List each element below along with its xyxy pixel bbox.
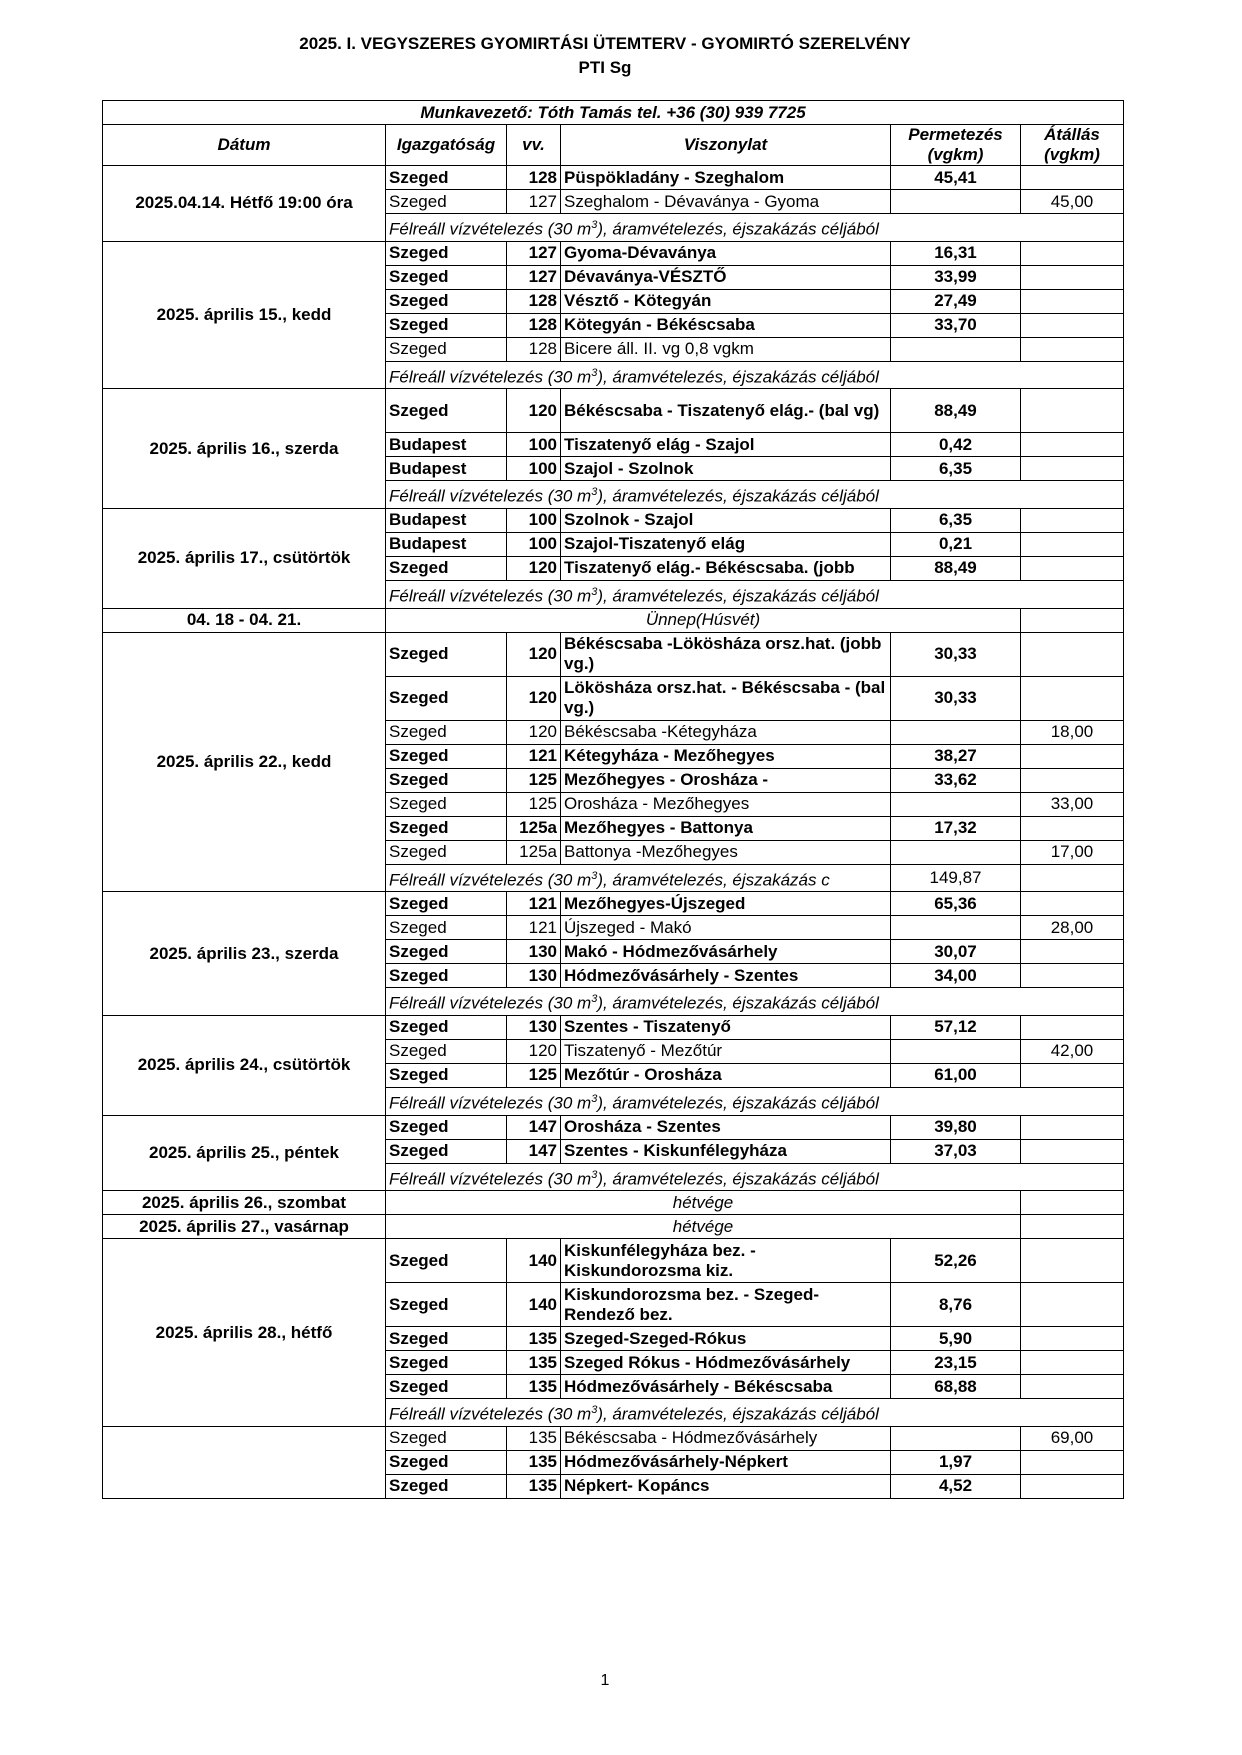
directorate-cell: Szeged [386,1450,507,1474]
transfer-cell [1021,508,1124,532]
route-cell: Battonya -Mezőhegyes [561,840,891,864]
directorate-cell: Szeged [386,337,507,361]
day-date: 2025. április 24., csütörtök [103,1015,386,1115]
holiday-label: Ünnep(Húsvét) [386,608,1021,632]
route-cell: Kétegyháza - Mezőhegyes [561,744,891,768]
spray-cell: 30,07 [891,940,1021,964]
route-cell: Békéscsaba -Kétegyháza [561,720,891,744]
line-number-cell: 127 [507,190,561,214]
spray-cell: 33,62 [891,768,1021,792]
transfer-cell: 17,00 [1021,840,1124,864]
transfer-cell [1021,556,1124,580]
empty-cell [1021,608,1124,632]
line-number-cell: 125 [507,792,561,816]
note-total: 149,87 [891,864,1021,892]
schedule-row [103,892,1124,916]
transfer-cell [1021,532,1124,556]
header-line: vv. [507,125,561,166]
route-cell: Vésztő - Kötegyán [561,289,891,313]
route-cell: Mezőhegyes - Battonya [561,816,891,840]
note-tail: ), áramvételezés, éjszakázás céljából [597,586,879,606]
note-tail: ), áramvételezés, éjszakázás céljából [597,1169,879,1189]
schedule-row [103,1426,1124,1450]
day-date: 2025.04.14. Hétfő 19:00 óra [103,166,386,242]
line-number-cell: 128 [507,337,561,361]
note-text: Félreáll vízvételezés (30 m [389,1169,592,1189]
note-text: Félreáll vízvételezés (30 m [389,486,592,506]
note-tail: ), áramvételezés, éjszakázás céljából [597,219,879,239]
spray-cell: 5,90 [891,1327,1021,1351]
line-number-cell: 125a [507,816,561,840]
route-cell: Kötegyán - Békéscsaba [561,313,891,337]
spray-cell: 45,41 [891,166,1021,190]
transfer-cell [1021,457,1124,481]
header-date: Dátum [103,125,386,166]
note-cell: Félreáll vízvételezés (30 $m^3$), áramvételezés, éjszakázás c [386,864,891,892]
spray-cell [891,840,1021,864]
spray-cell [891,1426,1021,1450]
transfer-cell [1021,940,1124,964]
note-text: Félreáll vízvételezés (30 m [389,870,592,890]
empty-cell [1021,864,1124,892]
spray-cell: 1,97 [891,1450,1021,1474]
spray-cell: 88,49 [891,556,1021,580]
spray-cell: 65,36 [891,892,1021,916]
spray-cell: 23,15 [891,1351,1021,1375]
directorate-cell: Szeged [386,556,507,580]
line-number-cell: 125 [507,1063,561,1087]
spray-cell [891,792,1021,816]
note-cell: Félreáll vízvételezés (30 $m^3$), áramvételezés, éjszakázás céljából [386,214,1124,242]
transfer-cell: 33,00 [1021,792,1124,816]
directorate-cell: Szeged [386,265,507,289]
header-directorate: Igazgatóság [386,125,507,166]
directorate-cell: Szeged [386,940,507,964]
route-cell: Hódmezővásárhely - Békéscsaba [561,1375,891,1399]
directorate-cell: Szeged [386,1351,507,1375]
route-cell: Orosháza - Mezőhegyes [561,792,891,816]
spray-cell [891,1039,1021,1063]
holiday-row [103,608,1124,632]
transfer-cell: 18,00 [1021,720,1124,744]
transfer-cell [1021,433,1124,457]
transfer-cell [1021,632,1124,676]
directorate-cell: Szeged [386,241,507,265]
directorate-cell: Szeged [386,768,507,792]
directorate-cell: Budapest [386,508,507,532]
day-date [103,1426,386,1498]
schedule-row [103,632,1124,676]
route-cell: Tiszatenyő elág.- Békéscsaba. (jobb [561,556,891,580]
route-cell: Mezőtúr - Orosháza [561,1063,891,1087]
route-cell: Mezőhegyes-Újszeged [561,892,891,916]
directorate-cell: Szeged [386,1139,507,1163]
day-date: 2025. április 23., szerda [103,892,386,1016]
directorate-cell: Szeged [386,1283,507,1327]
line-number-cell: 128 [507,313,561,337]
holiday-row [103,1215,1124,1239]
note-cell: Félreáll vízvételezés (30 $m^3$), áramvételezés, éjszakázás céljából [386,988,1124,1016]
spray-cell: 33,99 [891,265,1021,289]
route-cell: Orosháza - Szentes [561,1115,891,1139]
route-cell: Püspökladány - Szeghalom [561,166,891,190]
transfer-cell [1021,1375,1124,1399]
route-cell: Békéscsaba - Tiszatenyő elág.- (bal vg) [561,389,891,433]
directorate-cell: Szeged [386,840,507,864]
schedule-table [102,100,1124,1499]
route-cell: Békéscsaba -Lökösháza orsz.hat. (jobb vg.) [561,632,891,676]
directorate-cell: Szeged [386,744,507,768]
spray-cell: 57,12 [891,1015,1021,1039]
spray-cell: 30,33 [891,632,1021,676]
directorate-cell: Szeged [386,1039,507,1063]
spray-cell: 6,35 [891,457,1021,481]
directorate-cell: Szeged [386,1239,507,1283]
directorate-cell: Szeged [386,916,507,940]
spray-cell: 88,49 [891,389,1021,433]
directorate-cell: Szeged [386,720,507,744]
transfer-cell [1021,1239,1124,1283]
spray-cell: 27,49 [891,289,1021,313]
document-title: 2025. I. VEGYSZERES GYOMIRTÁSI ÜTEMTERV - GYOMIRTÓ SZERELVÉNY [299,34,911,53]
transfer-cell [1021,337,1124,361]
directorate-cell: Szeged [386,1426,507,1450]
spray-cell: 37,03 [891,1139,1021,1163]
transfer-cell [1021,1450,1124,1474]
schedule-row [103,1115,1124,1139]
line-number-cell: 147 [507,1115,561,1139]
route-cell: Szentes - Tiszatenyő [561,1015,891,1039]
route-cell: Gyoma-Dévaványa [561,241,891,265]
schedule-row [103,389,1124,433]
line-number-cell: 128 [507,289,561,313]
spray-cell: 0,21 [891,532,1021,556]
route-cell: Tiszatenyő elág - Szajol [561,433,891,457]
line-number-cell: 135 [507,1351,561,1375]
note-text: Félreáll vízvételezés (30 m [389,1093,592,1113]
transfer-cell [1021,166,1124,190]
line-number-cell: 127 [507,265,561,289]
note-tail: ), áramvételezés, éjszakázás céljából [597,1093,879,1113]
route-cell: Makó - Hódmezővásárhely [561,940,891,964]
line-number-cell: 120 [507,389,561,433]
route-cell: Bicere áll. II. vg 0,8 vgkm [561,337,891,361]
line-number-cell: 140 [507,1239,561,1283]
day-date: 2025. április 26., szombat [103,1191,386,1215]
line-number-cell: 135 [507,1327,561,1351]
spray-cell: 17,32 [891,816,1021,840]
transfer-cell [1021,768,1124,792]
line-number-cell: 100 [507,457,561,481]
holiday-label: hétvége [386,1191,1021,1215]
note-cell: Félreáll vízvételezés (30 $m^3$), áramvételezés, éjszakázás céljából [386,580,1124,608]
directorate-cell: Szeged [386,313,507,337]
transfer-cell [1021,389,1124,433]
route-cell: Kiskunfélegyháza bez. - Kiskundorozsma kiz. [561,1239,891,1283]
document-subtitle: PTI Sg [578,58,632,77]
directorate-cell: Szeged [386,389,507,433]
transfer-cell: 28,00 [1021,916,1124,940]
directorate-cell: Budapest [386,532,507,556]
schedule-row [103,1239,1124,1283]
directorate-cell: Szeged [386,1015,507,1039]
schedule-row [103,166,1124,190]
line-number-cell: 135 [507,1426,561,1450]
line-number-cell: 100 [507,433,561,457]
note-text: Félreáll vízvételezés (30 m [389,219,592,239]
spray-cell: 38,27 [891,744,1021,768]
spray-cell [891,337,1021,361]
route-cell: Szeged-Szeged-Rókus [561,1327,891,1351]
note-cell: Félreáll vízvételezés (30 $m^3$), áramvételezés, éjszakázás céljából [386,1399,1124,1427]
transfer-cell [1021,1474,1124,1498]
directorate-cell: Szeged [386,632,507,676]
transfer-cell: 45,00 [1021,190,1124,214]
day-date: 2025. április 25., péntek [103,1115,386,1191]
note-cell: Félreáll vízvételezés (30 $m^3$), áramvételezés, éjszakázás céljából [386,1087,1124,1115]
spray-cell [891,720,1021,744]
route-cell: Szentes - Kiskunfélegyháza [561,1139,891,1163]
line-number-cell: 120 [507,720,561,744]
line-number-cell: 100 [507,532,561,556]
line-number-cell: 130 [507,940,561,964]
line-number-cell: 130 [507,1015,561,1039]
route-cell: Újszeged - Makó [561,916,891,940]
spray-cell [891,190,1021,214]
transfer-cell [1021,289,1124,313]
note-tail: ), áramvételezés, éjszakázás céljából [597,486,879,506]
note-cell: Félreáll vízvételezés (30 $m^3$), áramvételezés, éjszakázás céljából [386,481,1124,509]
directorate-cell: Szeged [386,1327,507,1351]
route-cell: Mezőhegyes - Orosháza - [561,768,891,792]
holiday-label: hétvége [386,1215,1021,1239]
spray-cell: 68,88 [891,1375,1021,1399]
empty-cell [1021,1191,1124,1215]
note-tail: ), áramvételezés, éjszakázás c [597,870,830,890]
directorate-cell: Szeged [386,816,507,840]
line-number-cell: 130 [507,964,561,988]
route-cell: Lökösháza orsz.hat. - Békéscsaba - (bal vg.) [561,676,891,720]
schedule-row [103,241,1124,265]
transfer-cell [1021,1283,1124,1327]
note-tail: ), áramvételezés, éjszakázás céljából [597,993,879,1013]
route-cell: Hódmezővásárhely-Népkert [561,1450,891,1474]
route-cell: Dévaványa-VÉSZTŐ [561,265,891,289]
line-number-cell: 135 [507,1474,561,1498]
day-date: 2025. április 17., csütörtök [103,508,386,608]
schedule-row [103,508,1124,532]
line-number-cell: 140 [507,1283,561,1327]
transfer-cell: 42,00 [1021,1039,1124,1063]
day-date: 2025. április 22., kedd [103,632,386,892]
page-cutoff [102,1612,1123,1624]
line-number-cell: 125 [507,768,561,792]
schedule-row [103,1015,1124,1039]
route-cell: Tiszatenyő - Mezőtúr [561,1039,891,1063]
note-text: Félreáll vízvételezés (30 m [389,1404,592,1424]
manager-row: Munkavezető: Tóth Tamás tel. +36 (30) 939 7725 [103,101,1124,125]
spray-cell: 39,80 [891,1115,1021,1139]
line-number-cell: 121 [507,892,561,916]
note-text: Félreáll vízvételezés (30 m [389,993,592,1013]
spray-cell [891,916,1021,940]
route-cell: Szajol-Tiszatenyő elág [561,532,891,556]
line-number-cell: 120 [507,556,561,580]
route-cell: Szajol - Szolnok [561,457,891,481]
directorate-cell: Szeged [386,166,507,190]
note-text: Félreáll vízvételezés (30 m [389,586,592,606]
line-number-cell: 128 [507,166,561,190]
note-cell: Félreáll vízvételezés (30 $m^3$), áramvételezés, éjszakázás céljából [386,361,1124,389]
directorate-cell: Szeged [386,892,507,916]
transfer-cell [1021,265,1124,289]
directorate-cell: Szeged [386,1063,507,1087]
directorate-cell: Budapest [386,433,507,457]
directorate-cell: Szeged [386,289,507,313]
route-cell: Szeghalom - Dévaványa - Gyoma [561,190,891,214]
spray-cell: 16,31 [891,241,1021,265]
line-number-cell: 147 [507,1139,561,1163]
directorate-cell: Szeged [386,190,507,214]
line-number-cell: 120 [507,632,561,676]
line-number-cell: 100 [507,508,561,532]
note-text: Félreáll vízvételezés (30 m [389,367,592,387]
schedule-body [103,166,1124,1499]
day-date: 2025. április 16., szerda [103,389,386,509]
transfer-cell [1021,1139,1124,1163]
day-date: 2025. április 28., hétfő [103,1239,386,1427]
spray-cell: 30,33 [891,676,1021,720]
header-spray: Permetezés (vgkm) [891,125,1021,166]
route-cell: Békéscsaba - Hódmezővásárhely [561,1426,891,1450]
spray-cell: 6,35 [891,508,1021,532]
page-number: 1 [600,1672,610,1689]
line-number-cell: 121 [507,916,561,940]
line-number-cell: 121 [507,744,561,768]
header-route: Viszonylat [561,125,891,166]
transfer-cell [1021,1015,1124,1039]
directorate-cell: Szeged [386,792,507,816]
spray-cell: 33,70 [891,313,1021,337]
directorate-cell: Szeged [386,676,507,720]
day-date: 2025. április 27., vasárnap [103,1215,386,1239]
transfer-cell [1021,744,1124,768]
directorate-cell: Szeged [386,1474,507,1498]
route-cell: Népkert- Kopáncs [561,1474,891,1498]
line-number-cell: 135 [507,1450,561,1474]
line-number-cell: 120 [507,676,561,720]
transfer-cell: 69,00 [1021,1426,1124,1450]
empty-cell [1021,1215,1124,1239]
note-cell: Félreáll vízvételezés (30 $m^3$), áramvételezés, éjszakázás céljából [386,1163,1124,1191]
holiday-row [103,1191,1124,1215]
line-number-cell: 125a [507,840,561,864]
header-transfer: Átállás (vgkm) [1021,125,1124,166]
day-date: 2025. április 15., kedd [103,241,386,389]
directorate-cell: Szeged [386,1375,507,1399]
transfer-cell [1021,1327,1124,1351]
spray-cell: 8,76 [891,1283,1021,1327]
transfer-cell [1021,1063,1124,1087]
spray-cell: 52,26 [891,1239,1021,1283]
route-cell: Szolnok - Szajol [561,508,891,532]
spray-cell: 61,00 [891,1063,1021,1087]
route-cell: Kiskundorozsma bez. - Szeged-Rendező bez. [561,1283,891,1327]
note-tail: ), áramvételezés, éjszakázás céljából [597,367,879,387]
note-tail: ), áramvételezés, éjszakázás céljából [597,1404,879,1424]
directorate-cell: Szeged [386,964,507,988]
transfer-cell [1021,676,1124,720]
transfer-cell [1021,1115,1124,1139]
transfer-cell [1021,816,1124,840]
day-date: 04. 18 - 04. 21. [103,608,386,632]
route-cell: Szeged Rókus - Hódmezővásárhely [561,1351,891,1375]
transfer-cell [1021,964,1124,988]
spray-cell: 4,52 [891,1474,1021,1498]
directorate-cell: Budapest [386,457,507,481]
spray-cell: 0,42 [891,433,1021,457]
transfer-cell [1021,241,1124,265]
line-number-cell: 127 [507,241,561,265]
spray-cell: 34,00 [891,964,1021,988]
directorate-cell: Szeged [386,1115,507,1139]
transfer-cell [1021,1351,1124,1375]
transfer-cell [1021,313,1124,337]
route-cell: Hódmezővásárhely - Szentes [561,964,891,988]
line-number-cell: 135 [507,1375,561,1399]
line-number-cell: 120 [507,1039,561,1063]
transfer-cell [1021,892,1124,916]
